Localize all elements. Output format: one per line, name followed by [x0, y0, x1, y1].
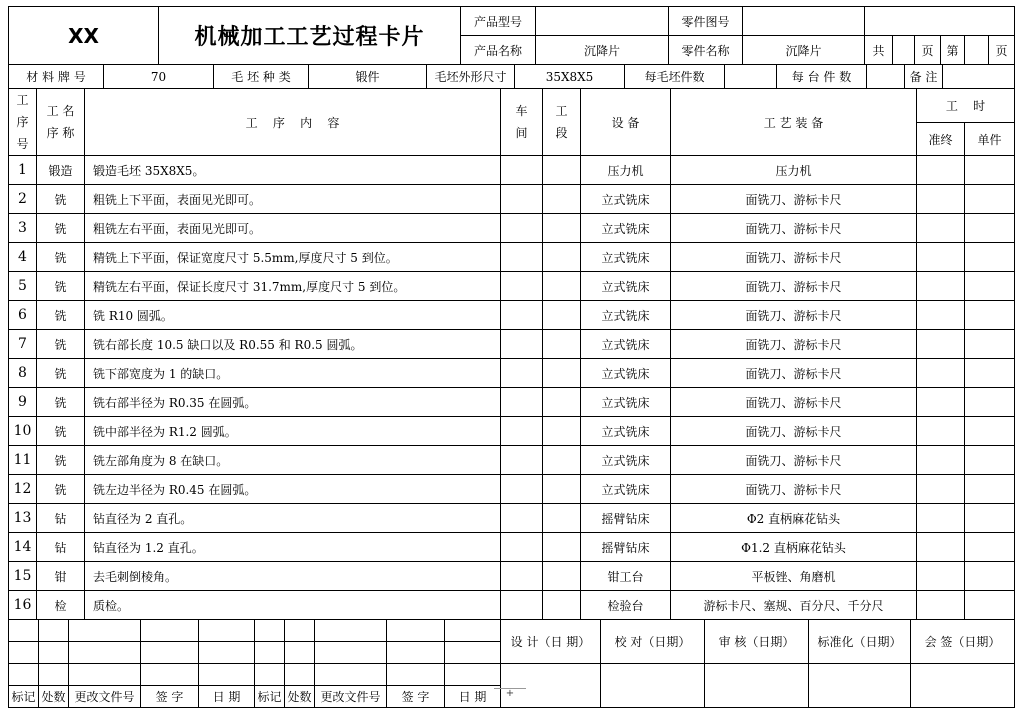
operation-row: [9, 591, 1015, 620]
op-equipment: 立式铣床: [581, 475, 671, 504]
op-no: 2: [9, 185, 37, 214]
op-name: 铣: [37, 330, 85, 359]
operation-row: [9, 562, 1015, 591]
col-op-no-1: 工: [16, 93, 29, 107]
rev-blank[interactable]: [199, 664, 255, 686]
op-tooling: Φ2 直柄麻花钻头: [671, 504, 917, 533]
op-tooling: 面铣刀、游标卡尺: [671, 301, 917, 330]
op-content: 铣下部宽度为 1 的缺口。: [85, 359, 501, 388]
part-name-label: 零件名称: [669, 36, 743, 65]
op-equipment: 立式铣床: [581, 243, 671, 272]
rev-blank[interactable]: [141, 620, 199, 642]
op-unit-time[interactable]: [965, 388, 1015, 417]
col-op-name-2: 序 称: [46, 126, 75, 140]
op-equipment: 立式铣床: [581, 185, 671, 214]
rev-blank[interactable]: [255, 620, 285, 642]
op-unit-time[interactable]: [965, 185, 1015, 214]
op-content: 铣左部角度为 8 在缺口。: [85, 446, 501, 475]
op-no: 13: [9, 504, 37, 533]
op-section[interactable]: [543, 562, 581, 591]
op-section[interactable]: [543, 359, 581, 388]
op-content: 铣右部长度 10.5 缺口以及 R0.55 和 R0.5 圆弧。: [85, 330, 501, 359]
rev-mark-label-2: 标记: [255, 686, 285, 708]
material-grade-value[interactable]: 70: [104, 65, 214, 89]
op-unit-time[interactable]: [965, 243, 1015, 272]
op-tooling: 面铣刀、游标卡尺: [671, 272, 917, 301]
blank-size-value[interactable]: 35X8X5: [515, 65, 625, 89]
op-unit-time[interactable]: [965, 330, 1015, 359]
rev-blank[interactable]: [199, 620, 255, 642]
op-workshop[interactable]: [501, 446, 543, 475]
op-workshop[interactable]: [501, 591, 543, 620]
remark-value[interactable]: [943, 65, 1015, 89]
op-unit-time[interactable]: [965, 214, 1015, 243]
op-equipment: 立式铣床: [581, 214, 671, 243]
rev-doc-label-2: 更改文件号: [315, 686, 387, 708]
operation-row: [9, 388, 1015, 417]
page-label: 页: [915, 36, 941, 65]
col-op-name: [37, 89, 85, 156]
op-no: 10: [9, 417, 37, 446]
op-section[interactable]: [543, 301, 581, 330]
blank-type-value[interactable]: 锻件: [309, 65, 427, 89]
col-content: 工 序 内 容: [85, 89, 501, 156]
header-table: [8, 6, 1015, 65]
op-section[interactable]: [543, 214, 581, 243]
sheet-add-tab[interactable]: +: [494, 688, 526, 699]
op-prep-time[interactable]: [917, 533, 965, 562]
op-no: 16: [9, 591, 37, 620]
op-tooling: 面铣刀、游标卡尺: [671, 243, 917, 272]
col-tooling: 工 艺 装 备: [671, 89, 917, 156]
part-drawing-label: 零件图号: [669, 7, 743, 36]
rev-blank[interactable]: [315, 620, 387, 642]
op-section[interactable]: [543, 388, 581, 417]
op-tooling: 平板锉、角磨机: [671, 562, 917, 591]
op-content: 铣左边半径为 R0.45 在圆弧。: [85, 475, 501, 504]
operations-body: [9, 156, 1015, 620]
op-unit-time[interactable]: [965, 533, 1015, 562]
op-section[interactable]: [543, 475, 581, 504]
product-model-value[interactable]: [536, 7, 669, 36]
rev-date-label: 日 期: [199, 686, 255, 708]
op-name: 铣: [37, 272, 85, 301]
op-section[interactable]: [543, 272, 581, 301]
op-section[interactable]: [543, 446, 581, 475]
rev-blank[interactable]: [445, 664, 501, 686]
rev-blank[interactable]: [69, 664, 141, 686]
op-prep-time[interactable]: [917, 243, 965, 272]
operation-row: [9, 504, 1015, 533]
op-name: 铣: [37, 301, 85, 330]
rev-sign-label: 签 字: [141, 686, 199, 708]
op-no: 6: [9, 301, 37, 330]
op-name: 铣: [37, 388, 85, 417]
op-workshop[interactable]: [501, 388, 543, 417]
op-equipment: 立式铣床: [581, 388, 671, 417]
rev-blank[interactable]: [69, 620, 141, 642]
rev-blank[interactable]: [141, 642, 199, 664]
op-workshop[interactable]: [501, 562, 543, 591]
op-equipment: 立式铣床: [581, 359, 671, 388]
rev-blank[interactable]: [387, 642, 445, 664]
op-name: 钻: [37, 504, 85, 533]
op-section[interactable]: [543, 330, 581, 359]
op-content: 精铣左右平面，保证长度尺寸 31.7mm,厚度尺寸 5 到位。: [85, 272, 501, 301]
check-sign-cell[interactable]: [601, 664, 705, 708]
op-prep-time[interactable]: [917, 388, 965, 417]
op-section[interactable]: [543, 504, 581, 533]
countersign-date-label: 会 签（日期）: [911, 620, 1015, 664]
operation-row: [9, 417, 1015, 446]
product-name-label: 产品名称: [461, 36, 536, 65]
op-workshop[interactable]: [501, 272, 543, 301]
review-date-label: 审 核（日期）: [705, 620, 809, 664]
op-equipment: 立式铣床: [581, 330, 671, 359]
rev-blank[interactable]: [255, 664, 285, 686]
col-workshop: [501, 89, 543, 156]
op-content: 铣 R10 圆弧。: [85, 301, 501, 330]
total-label: 共: [865, 36, 893, 65]
rev-blank[interactable]: [69, 642, 141, 664]
op-prep-time[interactable]: [917, 562, 965, 591]
op-prep-time[interactable]: [917, 330, 965, 359]
op-tooling: 面铣刀、游标卡尺: [671, 330, 917, 359]
op-workshop[interactable]: [501, 185, 543, 214]
op-prep-time[interactable]: [917, 446, 965, 475]
op-tooling: 面铣刀、游标卡尺: [671, 359, 917, 388]
op-equipment: 检验台: [581, 591, 671, 620]
rev-blank[interactable]: [39, 642, 69, 664]
op-unit-time[interactable]: [965, 359, 1015, 388]
op-name: 检: [37, 591, 85, 620]
op-equipment: 摇臂钻床: [581, 533, 671, 562]
op-no: 15: [9, 562, 37, 591]
operation-row: [9, 330, 1015, 359]
rev-blank[interactable]: [255, 642, 285, 664]
op-name: 钳: [37, 562, 85, 591]
op-content: 铣右部半径为 R0.35 在圆弧。: [85, 388, 501, 417]
col-op-no: [9, 89, 37, 156]
op-no: 9: [9, 388, 37, 417]
rev-count-label-2: 处数: [285, 686, 315, 708]
rev-sign-label-2: 签 字: [387, 686, 445, 708]
sheet-no-value[interactable]: [965, 36, 989, 65]
rev-blank[interactable]: [387, 620, 445, 642]
op-name: 铣: [37, 446, 85, 475]
op-name: 铣: [37, 185, 85, 214]
process-card: [8, 6, 1014, 708]
op-no: 14: [9, 533, 37, 562]
op-equipment: 钳工台: [581, 562, 671, 591]
operation-row: [9, 243, 1015, 272]
op-workshop[interactable]: [501, 533, 543, 562]
rev-date-label-2: 日 期: [445, 686, 501, 708]
col-op-no-3: 号: [16, 137, 29, 151]
op-workshop[interactable]: [501, 243, 543, 272]
operation-row: [9, 475, 1015, 504]
operation-row: [9, 156, 1015, 185]
op-prep-time[interactable]: [917, 591, 965, 620]
col-workshop-1: 车: [515, 104, 528, 118]
op-unit-time[interactable]: [965, 562, 1015, 591]
op-prep-time[interactable]: [917, 359, 965, 388]
op-no: 5: [9, 272, 37, 301]
op-tooling: Φ1.2 直柄麻花钻头: [671, 533, 917, 562]
op-tooling: 面铣刀、游标卡尺: [671, 185, 917, 214]
rev-blank[interactable]: [9, 620, 39, 642]
standard-date-label: 标准化（日期）: [809, 620, 911, 664]
op-content: 钻直径为 2 直孔。: [85, 504, 501, 533]
op-content: 去毛刺倒棱角。: [85, 562, 501, 591]
op-name: 钻: [37, 533, 85, 562]
col-equipment: 设 备: [581, 89, 671, 156]
material-grade-label: 材 料 牌 号: [9, 65, 104, 89]
rev-blank[interactable]: [285, 620, 315, 642]
col-workshop-2: 间: [515, 126, 528, 140]
op-tooling: 面铣刀、游标卡尺: [671, 388, 917, 417]
op-prep-time[interactable]: [917, 214, 965, 243]
blank-type-label: 毛 坯 种 类: [214, 65, 309, 89]
op-content: 铣中部半径为 R1.2 圆弧。: [85, 417, 501, 446]
op-name: 铣: [37, 214, 85, 243]
page-label-2: 页: [989, 36, 1015, 65]
rev-blank[interactable]: [315, 664, 387, 686]
card-title: 机械加工工艺过程卡片: [159, 7, 461, 65]
op-tooling: 面铣刀、游标卡尺: [671, 475, 917, 504]
op-no: 4: [9, 243, 37, 272]
op-name: 铣: [37, 475, 85, 504]
review-sign-cell[interactable]: [705, 664, 809, 708]
op-no: 8: [9, 359, 37, 388]
op-tooling: 游标卡尺、塞规、百分尺、千分尺: [671, 591, 917, 620]
op-prep-time[interactable]: [917, 504, 965, 533]
col-unit-time: 单件: [965, 123, 1015, 156]
op-no: 1: [9, 156, 37, 185]
op-prep-time[interactable]: [917, 272, 965, 301]
op-equipment: 立式铣床: [581, 417, 671, 446]
rev-blank[interactable]: [39, 620, 69, 642]
part-drawing-value[interactable]: [743, 7, 865, 36]
countersign-sign-cell[interactable]: [911, 664, 1015, 708]
rev-blank[interactable]: [445, 620, 501, 642]
op-section[interactable]: [543, 185, 581, 214]
operation-row: [9, 446, 1015, 475]
operation-row: [9, 185, 1015, 214]
op-name: 铣: [37, 417, 85, 446]
op-tooling: 面铣刀、游标卡尺: [671, 214, 917, 243]
op-tooling: 压力机: [671, 156, 917, 185]
col-op-no-2: 序: [16, 115, 29, 129]
op-content: 粗铣上下平面，表面见光即可。: [85, 185, 501, 214]
material-table: [8, 64, 1015, 89]
op-content: 质检。: [85, 591, 501, 620]
op-section[interactable]: [543, 591, 581, 620]
blank-size-label: 毛坯外形尺寸: [427, 65, 515, 89]
check-date-label: 校 对（日期）: [601, 620, 705, 664]
rev-blank[interactable]: [387, 664, 445, 686]
op-unit-time[interactable]: [965, 417, 1015, 446]
op-no: 3: [9, 214, 37, 243]
op-name: 锻造: [37, 156, 85, 185]
op-unit-time[interactable]: [965, 301, 1015, 330]
op-no: 11: [9, 446, 37, 475]
operation-row: [9, 359, 1015, 388]
op-content: 粗铣左右平面，表面见光即可。: [85, 214, 501, 243]
standard-sign-cell[interactable]: [809, 664, 911, 708]
rev-doc-label: 更改文件号: [69, 686, 141, 708]
op-workshop[interactable]: [501, 214, 543, 243]
op-prep-time[interactable]: [917, 185, 965, 214]
header-blank: [865, 7, 1015, 36]
op-prep-time[interactable]: [917, 417, 965, 446]
op-prep-time[interactable]: [917, 475, 965, 504]
op-unit-time[interactable]: [965, 591, 1015, 620]
op-equipment: 立式铣床: [581, 446, 671, 475]
op-prep-time[interactable]: [917, 301, 965, 330]
rev-blank[interactable]: [285, 664, 315, 686]
product-model-label: 产品型号: [461, 7, 536, 36]
op-tooling: 面铣刀、游标卡尺: [671, 417, 917, 446]
rev-blank[interactable]: [9, 664, 39, 686]
part-name-value[interactable]: 沉降片: [743, 36, 865, 65]
op-no: 7: [9, 330, 37, 359]
col-section-1: 工: [555, 104, 568, 118]
op-name: 铣: [37, 243, 85, 272]
op-equipment: 摇臂钻床: [581, 504, 671, 533]
per-unit-label: 每 台 件 数: [777, 65, 867, 89]
op-workshop[interactable]: [501, 301, 543, 330]
op-no: 12: [9, 475, 37, 504]
op-equipment: 立式铣床: [581, 301, 671, 330]
op-workshop[interactable]: [501, 504, 543, 533]
company-name: XX: [9, 7, 159, 65]
op-content: 钻直径为 1.2 直孔。: [85, 533, 501, 562]
rev-blank[interactable]: [199, 642, 255, 664]
op-tooling: 面铣刀、游标卡尺: [671, 446, 917, 475]
design-sign-cell[interactable]: [501, 664, 601, 708]
op-unit-time[interactable]: [965, 504, 1015, 533]
col-op-name-1: 工 名: [46, 104, 75, 118]
rev-blank[interactable]: [141, 664, 199, 686]
col-prep-time: 准终: [917, 123, 965, 156]
per-blank-value[interactable]: [725, 65, 777, 89]
operation-row: [9, 533, 1015, 562]
op-workshop[interactable]: [501, 417, 543, 446]
design-date-label: 设 计（日 期）: [501, 620, 601, 664]
total-pages-value[interactable]: [893, 36, 915, 65]
op-equipment: 立式铣床: [581, 272, 671, 301]
rev-mark-label: 标记: [9, 686, 39, 708]
operation-row: [9, 301, 1015, 330]
op-unit-time[interactable]: [965, 475, 1015, 504]
op-section[interactable]: [543, 156, 581, 185]
op-unit-time[interactable]: [965, 156, 1015, 185]
col-section-2: 段: [555, 126, 568, 140]
operations-table: [8, 88, 1015, 620]
op-section[interactable]: [543, 417, 581, 446]
rev-blank[interactable]: [285, 642, 315, 664]
op-section[interactable]: [543, 533, 581, 562]
col-time: 工 时: [917, 89, 1015, 123]
operation-row: [9, 272, 1015, 301]
op-equipment: 压力机: [581, 156, 671, 185]
per-unit-value[interactable]: [867, 65, 905, 89]
remark-label: 备 注: [905, 65, 943, 89]
operation-row: [9, 214, 1015, 243]
op-workshop[interactable]: [501, 359, 543, 388]
rev-blank[interactable]: [445, 642, 501, 664]
per-blank-label: 每毛坯件数: [625, 65, 725, 89]
rev-blank[interactable]: [9, 642, 39, 664]
op-content: 锻造毛坯 35X8X5。: [85, 156, 501, 185]
product-name-value[interactable]: 沉降片: [536, 36, 669, 65]
sheet-label: 第: [941, 36, 965, 65]
rev-blank[interactable]: [315, 642, 387, 664]
rev-blank[interactable]: [39, 664, 69, 686]
rev-count-label: 处数: [39, 686, 69, 708]
op-workshop[interactable]: [501, 330, 543, 359]
op-content: 精铣上下平面，保证宽度尺寸 5.5mm,厚度尺寸 5 到位。: [85, 243, 501, 272]
op-unit-time[interactable]: [965, 446, 1015, 475]
op-workshop[interactable]: [501, 475, 543, 504]
col-section: [543, 89, 581, 156]
op-workshop[interactable]: [501, 156, 543, 185]
op-name: 铣: [37, 359, 85, 388]
op-prep-time[interactable]: [917, 156, 965, 185]
op-section[interactable]: [543, 243, 581, 272]
op-unit-time[interactable]: [965, 272, 1015, 301]
